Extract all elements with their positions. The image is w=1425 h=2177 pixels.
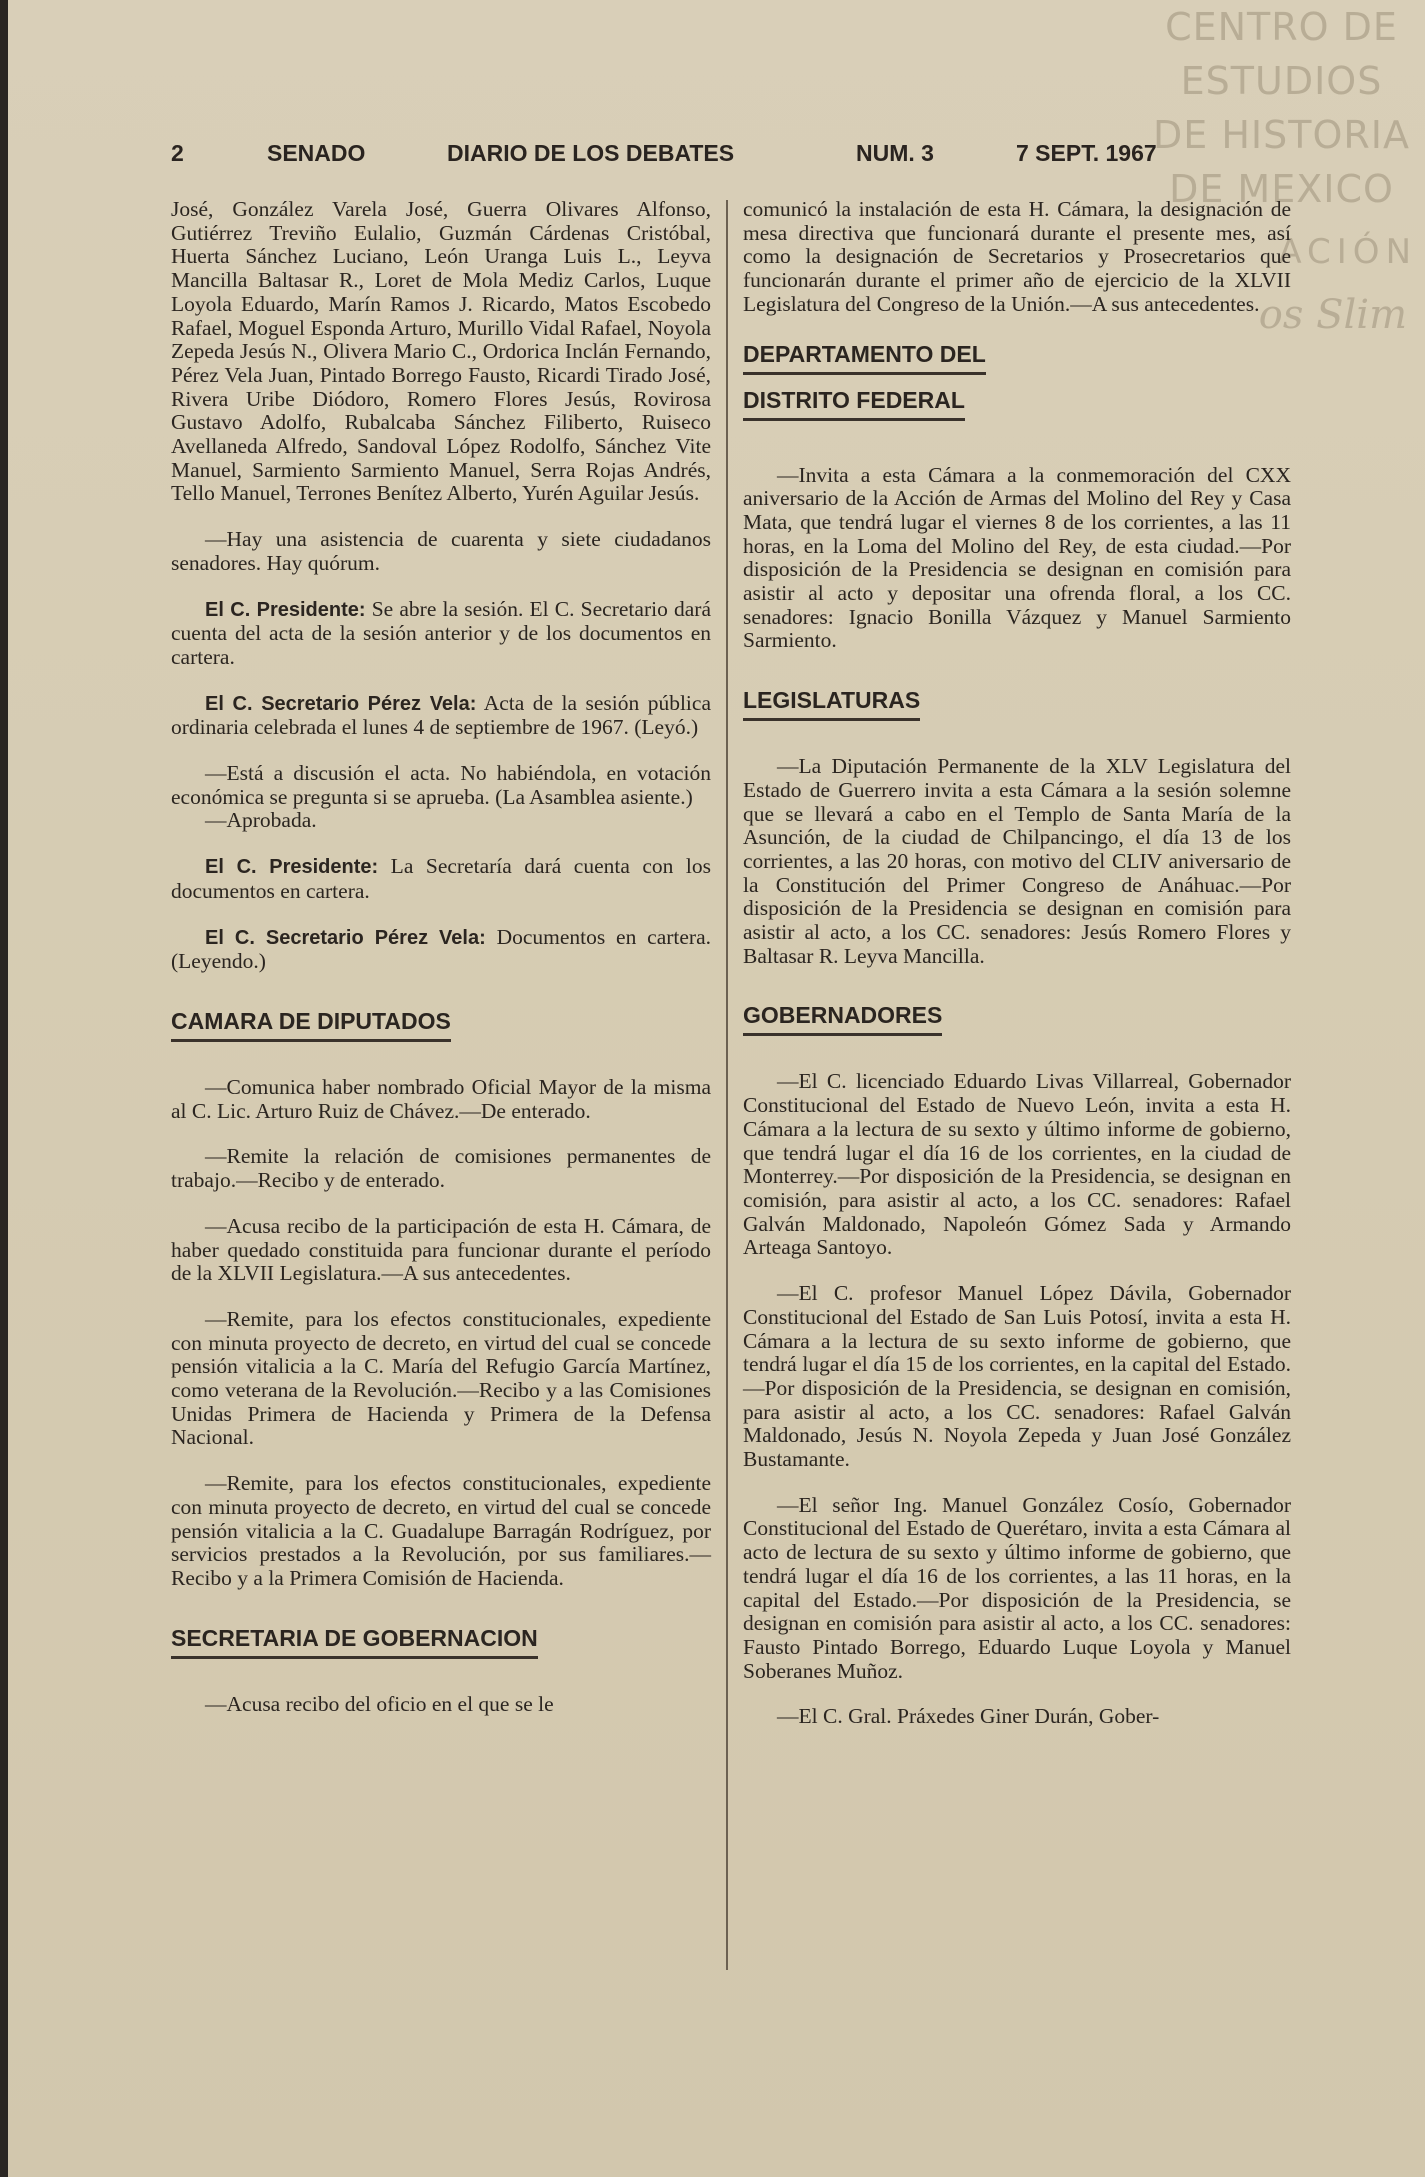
watermark-line: os Slim (1258, 292, 1407, 338)
approval-paragraph: —Aprobada. (205, 808, 317, 833)
speech-paragraph (171, 598, 711, 670)
speech-text: Acta de la sesión pública ordinaria celebrada el lunes 4 de septiembre de 1967. (Leyó.) (171, 690, 711, 740)
speech-paragraph (171, 926, 711, 974)
quorum-paragraph: —Hay una asistencia de cuarenta y siete ciudadanos senadores. Hay quórum. (171, 527, 711, 575)
item-paragraph: —La Diputación Permanente de la XLV Legislatura del Estado de Guerrero invita a esta Cámara a la sesión solemne que se llevará a cabo en el Templo de Santa María de la Asunción, de la ciudad de Chilpancingo, el día 13 de los corrientes, a las 20 horas, con motivo del CLIV aniversario de la Constitución del Primer Congreso de Anáhuac.—Por disposición de la Presidencia se designan en comisión para asistir al acto, a los CC. senadores: Jesús Romero Flores y Baltasar R. Leyva Mancilla. (743, 754, 1291, 968)
speech-paragraph (171, 855, 711, 903)
item-paragraph: —Acusa recibo de la participación de esta H. Cámara, de haber quedado constituida para funcionar durante el período de la XLVII Legislatura.—A sus antecedentes. (171, 1213, 711, 1286)
chamber-name: SENADO (267, 140, 366, 166)
section-heading (743, 339, 1291, 434)
speech-text: La Secretaría dará cuenta con los documentos en cartera. (171, 854, 712, 903)
speech-paragraph (171, 692, 711, 740)
issue-number: NUM. 3 (856, 140, 934, 166)
roll-call-paragraph: José, González Varela José, Guerra Olivares Alfonso, Gutiérrez Treviño Eulalio, Guzmán Cárdenas Cristóbal, Huerta Sánchez Luciano, León Uranga Luis L., Leyva Mancilla Baltasar R., Loret de Mola Mediz Carlos, Luque Loyola Eduardo, Marín Ramos J. Ricardo, Matos Escobedo Rafael, Moguel Esponda Arturo, Murillo Vidal Rafael, Noyola Zepeda Jesús N., Olivera Mario C., Ordorica Inclán Fernando, Pérez Vela Juan, Pintado Borrego Fausto, Ricardi Tirado José, Rivera Uribe Diódoro, Romero Flores Jesús, Rovirosa Gustavo Adolfo, Rubalcaba Sánchez Filiberto, Ruiseco Avellaneda Alfredo, Sandoval López Rodolfo, Sánchez Vite Manuel, Sarmiento Sarmiento Manuel, Serra Rojas Andrés, Tello Manuel, Terrones Benítez Alberto, Yurén Aguilar Jesús. (171, 197, 711, 506)
watermark-line: CENTRO DE (1165, 5, 1398, 49)
watermark-line: ESTUDIOS (1180, 59, 1383, 103)
discussion-paragraph: —Está a discusión el acta. No habiéndola, en votación económica se pregunta si se aprueba. (La Asamblea asiente.) (171, 761, 711, 809)
speaker-name: El C. Secretario Pérez Vela: (205, 926, 486, 949)
column-divider (726, 200, 728, 1970)
issue-date: 7 SEPT. 1967 (1016, 140, 1157, 166)
item-paragraph: —Remite la relación de comisiones permanentes de trabajo.—Recibo y de enterado. (171, 1144, 711, 1193)
section-heading: GOBERNADORES (743, 1000, 942, 1036)
item-paragraph: —Acusa recibo del oficio en el que se le (205, 1691, 554, 1716)
right-column (743, 198, 1291, 1751)
speech-text: Documentos en cartera. (Leyendo.) (171, 924, 711, 974)
speech-text: Se abre la sesión. El C. Secretario dará cuenta del acta de la sesión anterior y de los documentos en cartera. (171, 596, 711, 669)
speaker-name: El C. Secretario Pérez Vela: (205, 692, 477, 715)
page-number: 2 (171, 140, 184, 166)
section-heading-line: DEPARTAMENTO DEL (743, 339, 986, 375)
item-paragraph: —El C. profesor Manuel López Dávila, Gobernador Constitucional del Estado de San Luis Potosí, invita a esta H. Cámara a la lectura de su sexto informe de gobierno, que tendrá lugar el día 15 de los corrientes, en la capital del Estado.—Por disposición de la Presidencia, se designan en comisión, para asistir al acto, a los CC. senadores: Rafael Galván Maldonado, Jesús N. Noyola Zepeda y Juan José González Bustamante. (743, 1281, 1291, 1472)
item-paragraph: —El señor Ing. Manuel González Cosío, Gobernador Constitucional del Estado de Querétaro, invita a esta Cámara al acto de lectura de su sexto y último informe de gobierno, que tendrá lugar el día 16 de los corrientes, a las 11 horas, en la capital del Estado.—Por disposición de la Presidencia, se designan en comisión para asistir al acto, a los CC. senadores: Fausto Pintado Borrego, Eduardo Luque Loyola y Manuel Soberanes Muñoz. (743, 1492, 1291, 1683)
item-paragraph: —El C. licenciado Eduardo Livas Villarreal, Gobernador Constitucional del Estado de Nuevo León, invita a esta H. Cámara a la lectura de su sexto y último informe de gobierno, que tendrá lugar el día 16 de los corrientes, en la ciudad de Monterrey.—Por disposición de la Presidencia, se designan en comisión, para asistir al acto, a los CC. senadores: Rafael Galván Maldonado, Napoleón Gómez Sada y Armando Arteaga Santoyo. (743, 1069, 1291, 1260)
watermark-line: DE HISTORIA (1153, 113, 1410, 157)
item-paragraph: —Remite, para los efectos constitucionales, expediente con minuta proyecto de decreto, en virtud del cual se concede pensión vitalicia a la C. Guadalupe Barragán Rodríguez, por servicios prestados a la Revolución, por sus familiares.—Recibo y a la Primera Comisión de Hacienda. (171, 1471, 711, 1590)
publication-title: DIARIO DE LOS DEBATES (447, 140, 735, 166)
watermark-line: ACIÓN (1278, 232, 1417, 272)
section-heading: CAMARA DE DIPUTADOS (171, 1006, 451, 1042)
item-paragraph: —Remite, para los efectos constitucionales, expediente con minuta proyecto de decreto, en virtud del cual se concede pensión vitalicia a la C. María del Refugio García Martínez, como veterana de la Revolución.—Recibo y a las Comisiones Unidas Primera de Hacienda y Primera de la Defensa Nacional. (171, 1306, 711, 1450)
item-paragraph: —Invita a esta Cámara a la conmemoración del CXX aniversario de la Acción de Armas del Molino del Rey y Casa Mata, que tendrá lugar el viernes 8 de los corrientes, a las 11 horas, en la Loma del Molino del Rey, de esta ciudad.—Por disposición de la Presidencia se designan en comisión para asistir al acto y depositar una ofrenda floral, a los CC. senadores: Ignacio Bonilla Vázquez y Manuel Sarmiento Sarmiento. (743, 462, 1291, 653)
running-header (171, 140, 1171, 174)
section-heading: SECRETARIA DE GOBERNACION (171, 1623, 538, 1659)
watermark-line: DE MEXICO (1169, 167, 1394, 211)
item-paragraph: comunicó la instalación de esta H. Cámara, la designación de mesa directiva que funcionará durante el presente mes, así como la designación de Secretarios y Prosecretarios que funcionarán durante el primer año de ejercicio de la XLVII Legislatura del Congreso de la Unión.—A sus antecedentes. (743, 197, 1291, 316)
newspaper-page (8, 0, 1425, 2177)
item-paragraph: —Comunica haber nombrado Oficial Mayor de la misma al C. Lic. Arturo Ruiz de Chávez.—De enterado. (171, 1074, 711, 1123)
speaker-name: El C. Presidente: (205, 856, 379, 879)
item-paragraph: —El C. Gral. Práxedes Giner Durán, Gober- (777, 1704, 1160, 1729)
left-column (171, 198, 711, 1738)
section-heading: LEGISLATURAS (743, 685, 920, 721)
section-heading-line: DISTRITO FEDERAL (743, 385, 965, 421)
speaker-name: El C. Presidente: (205, 598, 366, 621)
